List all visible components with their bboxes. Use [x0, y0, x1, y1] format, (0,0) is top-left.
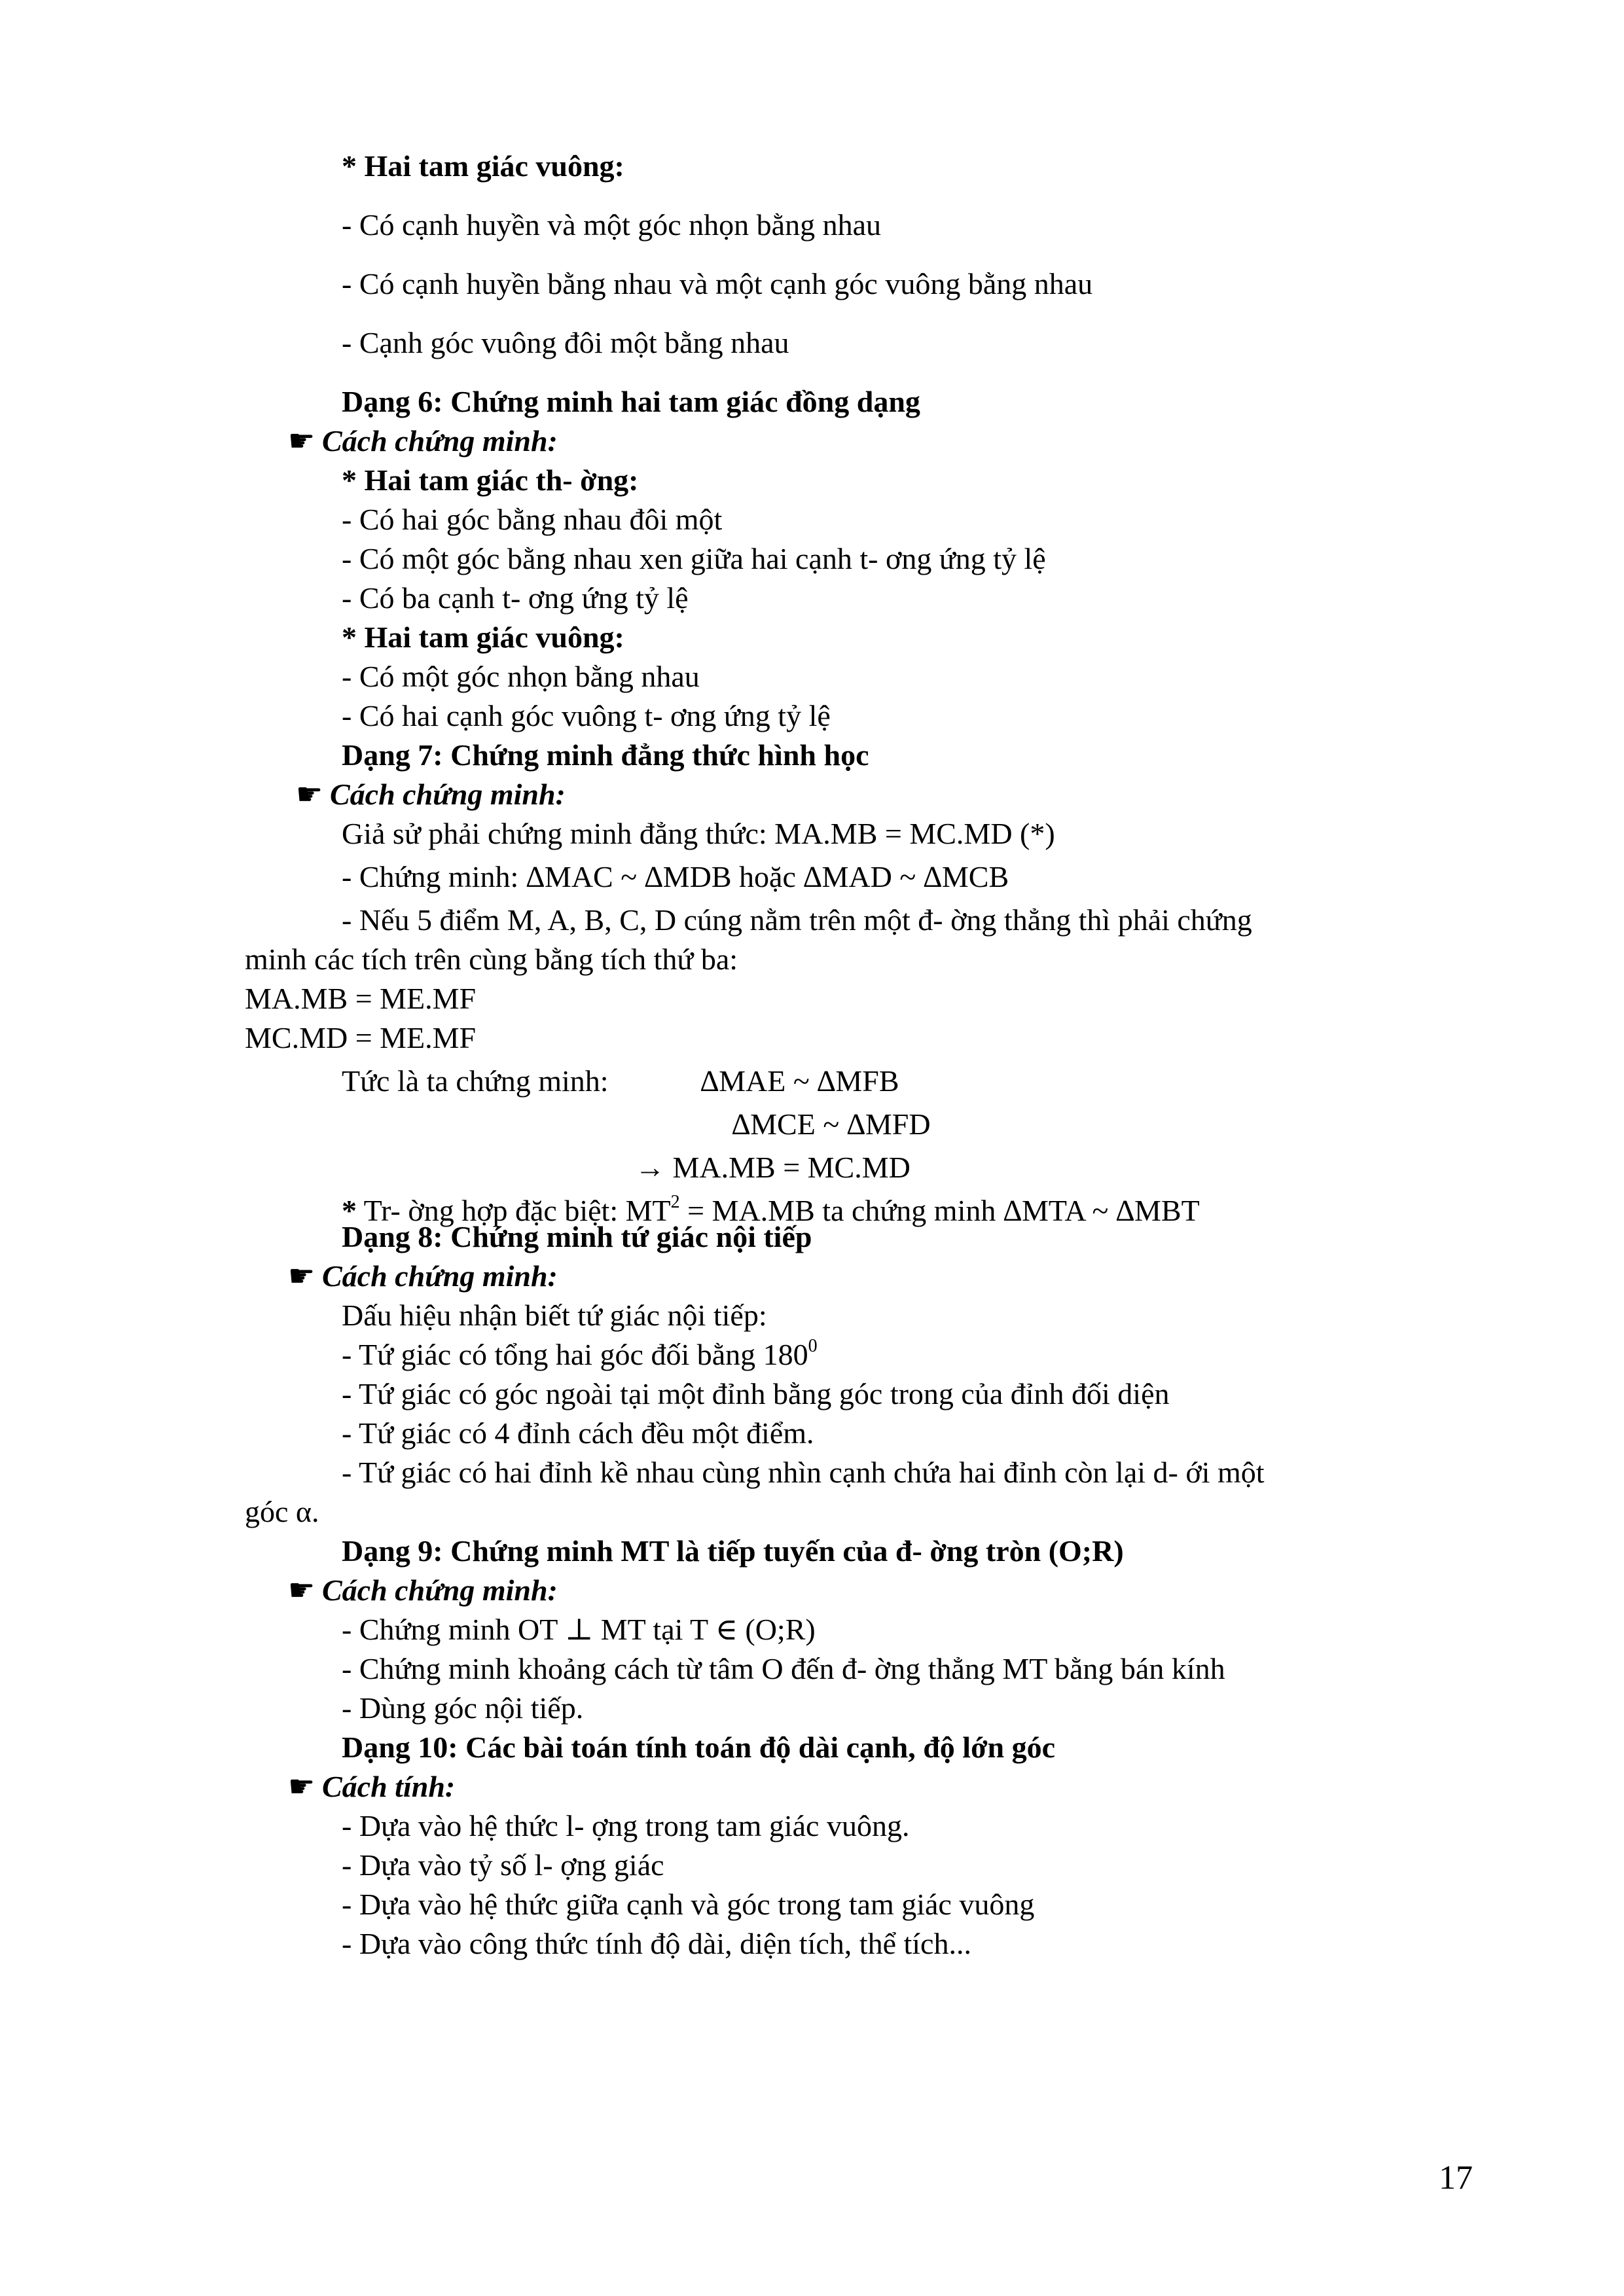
text-line: - Dựa vào hệ thức l- ợng trong tam giác vuông. — [342, 1809, 910, 1842]
section-heading-dang-6: Dạng 6: Chứng minh hai tam giác đồng dạng — [342, 385, 920, 418]
text-line: - Có cạnh huyền và một góc nhọn bằng nhau — [342, 208, 881, 242]
text-line: góc α. — [245, 1495, 319, 1528]
text-line: - Có hai góc bằng nhau đôi một — [342, 503, 723, 536]
pointing-hand-icon: ☛ — [288, 1259, 316, 1293]
equation-line: ∆MAE ~ ∆MFB — [700, 1064, 899, 1098]
subheading-right-triangle: * Hai tam giác vuông: — [342, 149, 624, 183]
page-number: 17 — [1439, 2159, 1473, 2197]
text-line: - Tứ giác có góc ngoài tại một đỉnh bằng góc trong của đỉnh đối diện — [342, 1377, 1170, 1410]
text-line: - Dựa vào công thức tính độ dài, diện tích, thể tích... — [342, 1927, 971, 1960]
special-case-text-a: Tr- ờng hợp đặc biệt: MT — [357, 1194, 671, 1227]
special-case-text-b: = MA.MB ta chứng minh ∆MTA ~ ∆MBT — [679, 1194, 1200, 1227]
method-label — [288, 1572, 558, 1609]
pointing-hand-icon: ☛ — [288, 424, 316, 457]
text-line: - Chứng minh: ∆MAC ~ ∆MDB hoặc ∆MAD ~ ∆MCB — [342, 860, 1009, 893]
text-line: - Có ba cạnh t- ơng ứng tỷ lệ — [342, 581, 689, 615]
equation-line: ∆MCE ~ ∆MFD — [732, 1107, 931, 1141]
section-heading-dang-7: Dạng 7: Chứng minh đẳng thức hình học — [342, 738, 869, 772]
method-label-text: Cách chứng minh: — [330, 778, 566, 811]
text-line — [342, 1336, 818, 1373]
text-line: - Chứng minh OT ⊥ MT tại T ∈ (O;R) — [342, 1613, 816, 1646]
pointing-hand-icon: ☛ — [288, 1573, 316, 1607]
text-line: - Nếu 5 điểm M, A, B, C, D cúng nằm trên một đ- ờng thẳng thì phải chứng — [342, 903, 1252, 937]
equation-line: MA.MB = ME.MF — [245, 982, 477, 1015]
subheading-right-triangle: * Hai tam giác vuông: — [342, 620, 624, 654]
text-line: - Có một góc bằng nhau xen giữa hai cạnh t- ơng ứng tỷ lệ — [342, 542, 1046, 575]
text-line: - Dựa vào tỷ số l- ợng giác — [342, 1848, 664, 1882]
method-label-text: Cách chứng minh: — [322, 1573, 558, 1607]
section-heading-dang-8: Dạng 8: Chứng minh tứ giác nội tiếp — [342, 1220, 812, 1253]
asterisk-marker: * — [342, 1194, 357, 1227]
superscript: 0 — [808, 1336, 818, 1356]
pointing-hand-icon: ☛ — [288, 1770, 316, 1803]
text-line: - Cạnh góc vuông đôi một bằng nhau — [342, 326, 789, 359]
text-line: - Chứng minh khoảng cách từ tâm O đến đ- ờng thẳng MT bằng bán kính — [342, 1652, 1225, 1685]
text-line: Tức là ta chứng minh: — [342, 1064, 609, 1098]
text-line: - Dựa vào hệ thức giữa cạnh và góc trong tam giác vuông — [342, 1888, 1035, 1921]
text-line: minh các tích trên cùng bằng tích thứ ba: — [245, 942, 738, 976]
text-line: - Có một góc nhọn bằng nhau — [342, 660, 700, 693]
section-heading-dang-10: Dạng 10: Các bài toán tính toán độ dài cạnh, độ lớn góc — [342, 1731, 1056, 1764]
method-label-text: Cách chứng minh: — [322, 1259, 558, 1293]
text-line: - Có hai cạnh góc vuông t- ơng ứng tỷ lệ — [342, 699, 831, 732]
equation-line: MC.MD = ME.MF — [245, 1021, 477, 1054]
text-line: Dấu hiệu nhận biết tứ giác nội tiếp: — [342, 1299, 767, 1332]
text-line-content: - Tứ giác có tổng hai góc đối bằng 180 — [342, 1338, 808, 1371]
section-heading-dang-9: Dạng 9: Chứng minh MT là tiếp tuyến của đ- ờng tròn (O;R) — [342, 1534, 1124, 1568]
method-label — [296, 776, 566, 813]
method-label-text: Cách tính: — [322, 1770, 456, 1803]
text-line: - Tứ giác có 4 đỉnh cách đều một điểm. — [342, 1416, 814, 1450]
method-label-text: Cách chứng minh: — [322, 424, 558, 457]
pointing-hand-icon: ☛ — [296, 778, 323, 811]
method-label — [288, 1768, 455, 1805]
subheading-normal-triangle: * Hai tam giác th- ờng: — [342, 463, 639, 497]
method-label — [288, 423, 558, 459]
text-line: Giả sử phải chứng minh đẳng thức: MA.MB = MC.MD (*) — [342, 817, 1055, 850]
text-line: - Dùng góc nội tiếp. — [342, 1691, 584, 1725]
text-line: - Tứ giác có hai đỉnh kề nhau cùng nhìn cạnh chứa hai đỉnh còn lại d- ới một — [342, 1456, 1265, 1489]
equation-line: → MA.MB = MC.MD — [635, 1151, 911, 1184]
method-label — [288, 1258, 558, 1295]
text-line: - Có cạnh huyền bằng nhau và một cạnh góc vuông bằng nhau — [342, 267, 1093, 300]
superscript: 2 — [670, 1192, 680, 1212]
